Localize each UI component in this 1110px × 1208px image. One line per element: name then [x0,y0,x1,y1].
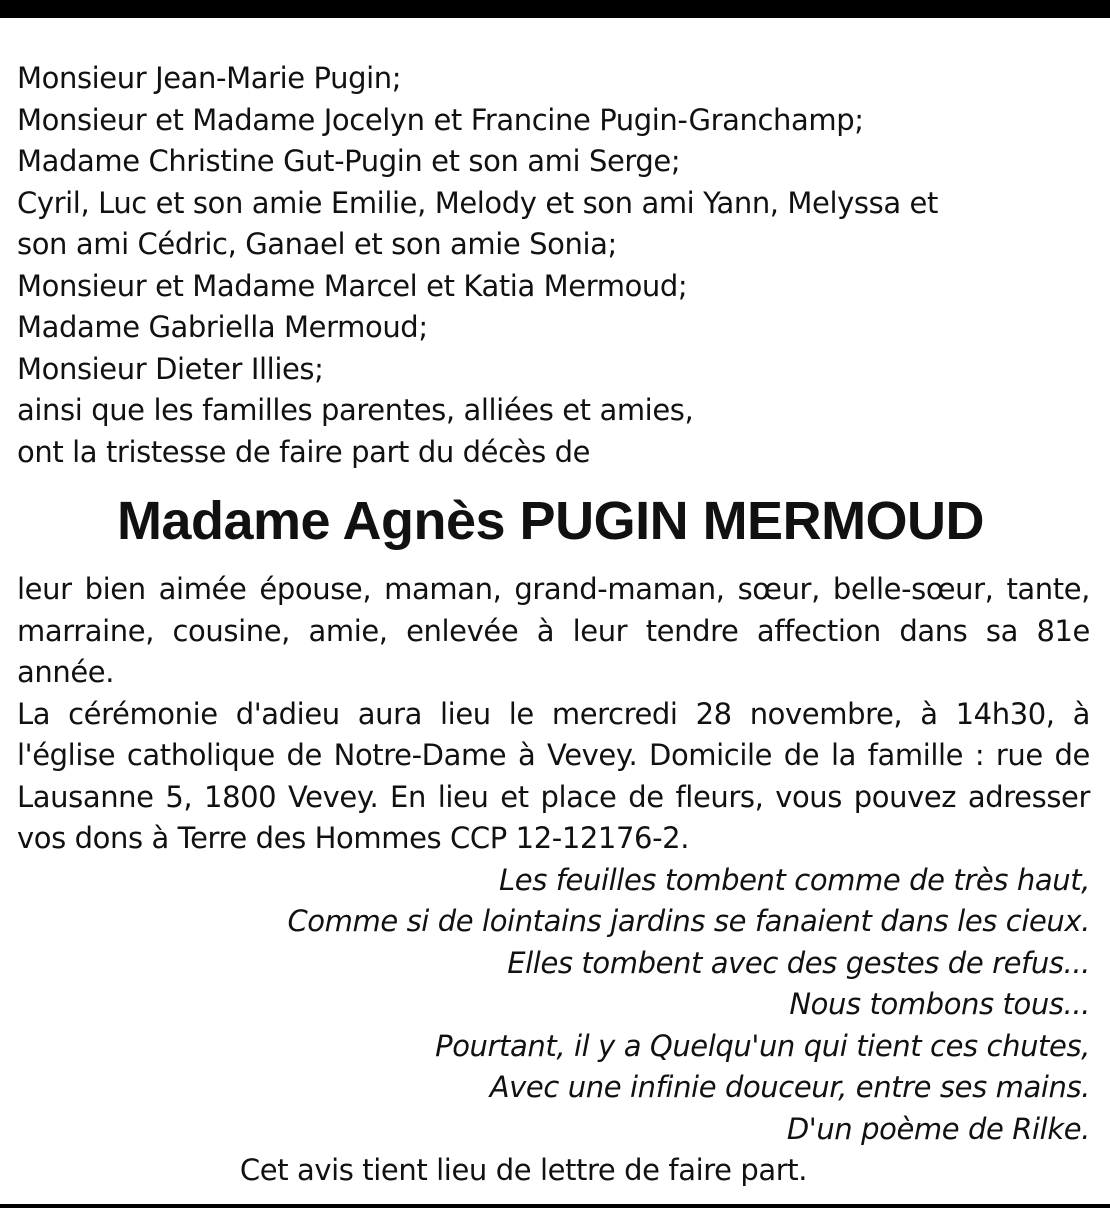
family-list [17,58,1090,473]
family-line: son ami Cédric, Ganael et son amie Sonia; [17,227,617,261]
family-line: Madame Christine Gut-Pugin et son ami Serge; [17,144,681,178]
family-line: Monsieur et Madame Jocelyn et Francine Pugin-Granchamp; [17,102,864,137]
family-line: ainsi que les familles parentes, alliées et amies, [17,393,694,427]
family-line: ont la tristesse de faire part du décès de [17,434,591,469]
family-line: Madame Gabriella Mermoud; [17,310,428,344]
poem-line: Les feuilles tombent comme de très haut, [499,862,1090,897]
poem-line: Nous tombons tous... [789,987,1090,1021]
poem-line: Avec une infinie douceur, entre ses mains. [489,1070,1090,1104]
description-paragraph: leur bien aimée épouse, maman, grand-maman, sœur, belle-sœur, tante, marraine, cousine, amie, enlevée à leur tendre affection dans sa 81e année. [17,572,1090,689]
family-line: Monsieur Jean-Marie Pugin; [17,61,402,95]
poem-line: Elles tombent avec des gestes de refus... [507,945,1090,980]
closing-note: Cet avis tient lieu de lettre de faire part. [239,1153,808,1187]
poem-attribution: D'un poème de Rilke. [786,1111,1090,1146]
family-line: Monsieur Dieter Illies; [17,351,324,386]
ceremony-paragraph: La cérémonie d'adieu aura lieu le mercredi 28 novembre, à 14h30, à l'église catholique de Notre-Dame à Vevey. Domicile de la famille : rue de Lausanne 5, 1800 Vevey. En lieu et place de fleurs, vous pouvez adresser vos dons à Terre des Hommes CCP 12-12176-2. [17,696,1090,855]
top-border [0,0,1110,18]
deceased-name: Madame Agnès PUGIN MERMOUD [116,491,985,551]
obituary-notice [17,58,1090,1192]
poem-line: Pourtant, il y a Quelqu'un qui tient ces chutes, [435,1028,1090,1063]
family-line: Monsieur et Madame Marcel et Katia Mermoud; [17,268,688,303]
poem-line: Comme si de lointains jardins se fanaient dans les cieux. [287,904,1090,938]
family-line: Cyril, Luc et son amie Emilie, Melody et son ami Yann, Melyssa et [17,185,938,220]
poem [17,860,1090,1151]
bottom-border [0,1204,1110,1208]
